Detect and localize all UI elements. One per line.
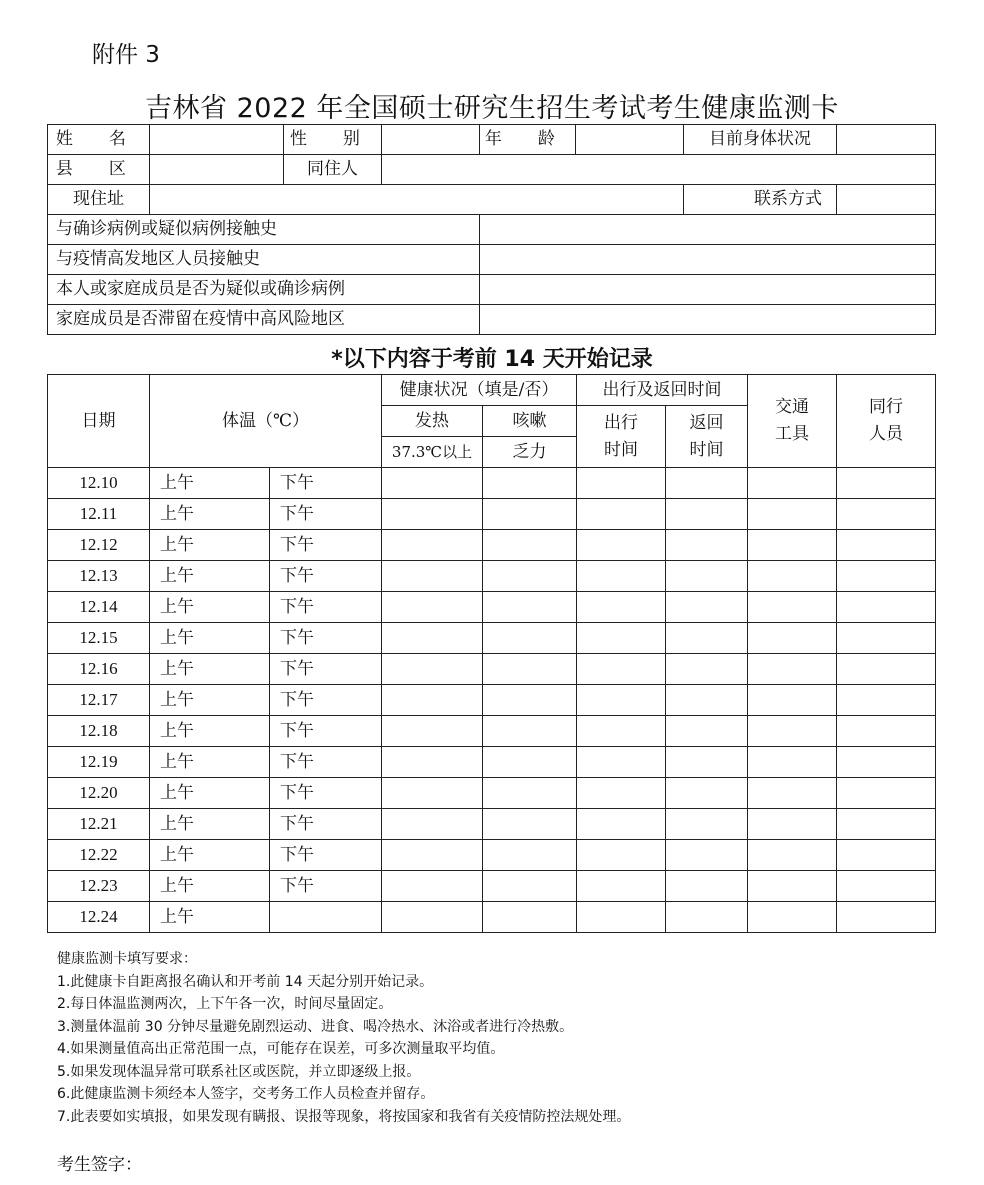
cough-cell[interactable] [483, 592, 577, 623]
transport-cell[interactable] [748, 716, 837, 747]
depart-time-cell[interactable] [577, 623, 666, 654]
header-companion-line2: 人员 [869, 424, 904, 444]
date-cell: 12.19 [48, 747, 150, 778]
fever-cell[interactable] [382, 685, 483, 716]
return-time-cell[interactable] [666, 499, 748, 530]
pm-temp-cell[interactable]: 下午 [270, 685, 382, 716]
notes-section [57, 948, 937, 1128]
transport-cell[interactable] [748, 654, 837, 685]
health-status-label: 目前身体状况 [684, 125, 837, 155]
transport-cell[interactable] [748, 902, 837, 933]
companion-cell[interactable] [837, 902, 936, 933]
header-companion [837, 375, 936, 468]
table-row [48, 561, 936, 592]
depart-time-cell[interactable] [577, 468, 666, 499]
header-depart-time [577, 406, 666, 468]
depart-time-cell[interactable] [577, 685, 666, 716]
header-return-line1: 返回 [689, 412, 724, 433]
date-cell: 12.11 [48, 499, 150, 530]
fever-cell[interactable] [382, 902, 483, 933]
pm-temp-cell[interactable]: 下午 [270, 747, 382, 778]
header-fever: 发热 [382, 406, 483, 437]
depart-time-cell[interactable] [577, 654, 666, 685]
header-depart-line2: 时间 [604, 439, 639, 460]
table-row [48, 778, 936, 809]
date-cell: 12.10 [48, 468, 150, 499]
note-item: 2.每日体温监测两次，上下午各一次，时间尽量固定。 [57, 996, 393, 1012]
return-time-cell[interactable] [666, 654, 748, 685]
pm-temp-cell[interactable]: 下午 [270, 840, 382, 871]
companion-cell[interactable] [837, 561, 936, 592]
gender-field[interactable] [382, 125, 480, 155]
table-row [48, 871, 936, 902]
date-cell: 12.16 [48, 654, 150, 685]
cohabitant-field[interactable] [382, 155, 936, 185]
cough-cell[interactable] [483, 468, 577, 499]
header-date: 日期 [48, 375, 150, 468]
note-item: 7.此表要如实填报，如果发现有瞒报、误报等现象，将按国家和我省有关疫情防控法规处理。 [57, 1108, 631, 1125]
fever-cell[interactable] [382, 592, 483, 623]
am-temp-cell[interactable]: 上午 [150, 561, 270, 592]
pm-temp-cell[interactable]: 下午 [270, 809, 382, 840]
fever-cell[interactable] [382, 499, 483, 530]
return-time-cell[interactable] [666, 809, 748, 840]
table-row [48, 530, 936, 561]
note-item: 1.此健康卡自距离报名确认和开考前 14 天起分别开始记录。 [57, 973, 434, 990]
date-cell: 12.12 [48, 530, 150, 561]
note-item: 5.如果发现体温异常可联系社区或医院，并立即逐级上报。 [57, 1063, 421, 1080]
question-contact-history: 与确诊病例或疑似病例接触史 [48, 215, 480, 245]
date-cell: 12.13 [48, 561, 150, 592]
pm-temp-cell[interactable]: 下午 [270, 871, 382, 902]
date-cell: 12.18 [48, 716, 150, 747]
fever-cell[interactable] [382, 561, 483, 592]
cough-cell[interactable] [483, 902, 577, 933]
companion-cell[interactable] [837, 809, 936, 840]
cough-cell[interactable] [483, 623, 577, 654]
attachment-label: 附件 3 [92, 42, 160, 68]
fever-cell[interactable] [382, 778, 483, 809]
transport-cell[interactable] [748, 840, 837, 871]
date-cell: 12.14 [48, 592, 150, 623]
cough-cell[interactable] [483, 840, 577, 871]
answer-family-stranded[interactable] [480, 305, 936, 335]
fever-cell[interactable] [382, 623, 483, 654]
question-family-stranded: 家庭成员是否滞留在疫情中高风险地区 [48, 305, 480, 335]
am-temp-cell[interactable]: 上午 [150, 809, 270, 840]
header-travel: 出行及返回时间 [577, 375, 748, 406]
header-depart-line1: 出行 [604, 412, 639, 433]
am-temp-cell[interactable]: 上午 [150, 747, 270, 778]
signature-label: 考生签字： [57, 1155, 142, 1175]
cohabitant-label: 同住人 [284, 155, 382, 185]
pm-temp-cell[interactable] [270, 902, 382, 933]
pm-temp-cell[interactable]: 下午 [270, 530, 382, 561]
depart-time-cell[interactable] [577, 592, 666, 623]
return-time-cell[interactable] [666, 840, 748, 871]
table-row [48, 685, 936, 716]
am-temp-cell[interactable]: 上午 [150, 654, 270, 685]
health-status-field[interactable] [837, 125, 936, 155]
companion-cell[interactable] [837, 623, 936, 654]
table-row [48, 592, 936, 623]
date-cell: 12.21 [48, 809, 150, 840]
return-time-cell[interactable] [666, 716, 748, 747]
pm-temp-cell[interactable]: 下午 [270, 592, 382, 623]
depart-time-cell[interactable] [577, 778, 666, 809]
companion-cell[interactable] [837, 747, 936, 778]
companion-cell[interactable] [837, 778, 936, 809]
header-health: 健康状况（填是/否） [382, 375, 577, 406]
transport-cell[interactable] [748, 623, 837, 654]
date-cell: 12.22 [48, 840, 150, 871]
transport-cell[interactable] [748, 809, 837, 840]
am-temp-cell[interactable]: 上午 [150, 468, 270, 499]
fever-cell[interactable] [382, 871, 483, 902]
transport-cell[interactable] [748, 778, 837, 809]
cough-cell[interactable] [483, 499, 577, 530]
table-row [48, 747, 936, 778]
answer-suspected-case[interactable] [480, 275, 936, 305]
fever-cell[interactable] [382, 747, 483, 778]
return-time-cell[interactable] [666, 561, 748, 592]
cough-cell[interactable] [483, 778, 577, 809]
question-suspected-case: 本人或家庭成员是否为疑似或确诊病例 [48, 275, 480, 305]
depart-time-cell[interactable] [577, 561, 666, 592]
contact-field[interactable] [837, 185, 936, 215]
return-time-cell[interactable] [666, 871, 748, 902]
gender-label: 性 别 [284, 125, 382, 155]
table-row [48, 499, 936, 530]
date-cell: 12.24 [48, 902, 150, 933]
companion-cell[interactable] [837, 685, 936, 716]
date-cell: 12.15 [48, 623, 150, 654]
transport-cell[interactable] [748, 592, 837, 623]
fever-cell[interactable] [382, 840, 483, 871]
header-fever-threshold: 37.3℃以上 [382, 437, 483, 468]
header-return-line2: 时间 [689, 439, 724, 460]
question-high-risk-contact: 与疫情高发地区人员接触史 [48, 245, 480, 275]
depart-time-cell[interactable] [577, 809, 666, 840]
name-field[interactable] [150, 125, 284, 155]
return-time-cell[interactable] [666, 592, 748, 623]
pm-temp-cell[interactable]: 下午 [270, 778, 382, 809]
header-transport-line1: 交通 [775, 397, 810, 418]
pm-temp-cell[interactable]: 下午 [270, 716, 382, 747]
transport-cell[interactable] [748, 871, 837, 902]
table-row [48, 468, 936, 499]
return-time-cell[interactable] [666, 778, 748, 809]
depart-time-cell[interactable] [577, 840, 666, 871]
header-cough: 咳嗽 [483, 406, 577, 437]
fever-cell[interactable] [382, 654, 483, 685]
table-row [48, 654, 936, 685]
note-item: 4.如果测量值高出正常范围一点，可能存在误差，可多次测量取平均值。 [57, 1041, 505, 1057]
depart-time-cell[interactable] [577, 530, 666, 561]
table-row [48, 623, 936, 654]
transport-cell[interactable] [748, 685, 837, 716]
depart-time-cell[interactable] [577, 902, 666, 933]
header-companion-line1: 同行 [869, 397, 904, 418]
transport-cell[interactable] [748, 561, 837, 592]
pm-temp-cell[interactable]: 下午 [270, 623, 382, 654]
am-temp-cell[interactable]: 上午 [150, 716, 270, 747]
age-label: 年 龄 [480, 125, 576, 155]
return-time-cell[interactable] [666, 747, 748, 778]
am-temp-cell[interactable]: 上午 [150, 840, 270, 871]
age-field[interactable] [576, 125, 684, 155]
am-temp-cell[interactable]: 上午 [150, 499, 270, 530]
cough-cell[interactable] [483, 809, 577, 840]
answer-high-risk-contact[interactable] [480, 245, 936, 275]
page-title: 吉林省 2022 年全国硕士研究生招生考试考生健康监测卡 [145, 93, 839, 124]
fever-cell[interactable] [382, 530, 483, 561]
transport-cell[interactable] [748, 530, 837, 561]
cough-cell[interactable] [483, 685, 577, 716]
am-temp-cell[interactable]: 上午 [150, 778, 270, 809]
am-temp-cell[interactable]: 上午 [150, 592, 270, 623]
answer-contact-history[interactable] [480, 215, 936, 245]
note-item: 3.测量体温前 30 分钟尽量避免剧烈运动、进食、喝冷热水、沐浴或者进行冷热敷。 [57, 1018, 574, 1035]
date-cell: 12.20 [48, 778, 150, 809]
pm-temp-cell[interactable]: 下午 [270, 468, 382, 499]
header-fatigue: 乏力 [483, 437, 577, 468]
table-row [48, 809, 936, 840]
header-transport [748, 375, 837, 468]
cough-cell[interactable] [483, 654, 577, 685]
pm-temp-cell[interactable]: 下午 [270, 654, 382, 685]
daily-log-table [47, 374, 936, 933]
fever-cell[interactable] [382, 809, 483, 840]
companion-cell[interactable] [837, 468, 936, 499]
depart-time-cell[interactable] [577, 871, 666, 902]
address-label: 现住址 [48, 185, 150, 215]
contact-label: 联系方式 [684, 185, 837, 215]
transport-cell[interactable] [748, 468, 837, 499]
companion-cell[interactable] [837, 530, 936, 561]
note-item: 6.此健康监测卡须经本人签字，交考务工作人员检查并留存。 [57, 1086, 435, 1102]
depart-time-cell[interactable] [577, 499, 666, 530]
cough-cell[interactable] [483, 747, 577, 778]
header-return-time [666, 406, 748, 468]
pm-temp-cell[interactable]: 下午 [270, 499, 382, 530]
transport-cell[interactable] [748, 499, 837, 530]
notes-heading: 健康监测卡填写要求： [57, 951, 197, 967]
depart-time-cell[interactable] [577, 716, 666, 747]
cough-cell[interactable] [483, 530, 577, 561]
fever-cell[interactable] [382, 468, 483, 499]
pm-temp-cell[interactable]: 下午 [270, 561, 382, 592]
header-temperature: 体温（℃） [150, 375, 382, 468]
am-temp-cell[interactable]: 上午 [150, 871, 270, 902]
date-cell: 12.17 [48, 685, 150, 716]
cough-cell[interactable] [483, 561, 577, 592]
companion-cell[interactable] [837, 716, 936, 747]
cough-cell[interactable] [483, 871, 577, 902]
name-label: 姓 名 [48, 125, 150, 155]
companion-cell[interactable] [837, 499, 936, 530]
header-transport-line2: 工具 [775, 424, 810, 444]
am-temp-cell[interactable]: 上午 [150, 902, 270, 933]
am-temp-cell[interactable]: 上午 [150, 623, 270, 654]
companion-cell[interactable] [837, 871, 936, 902]
am-temp-cell[interactable]: 上午 [150, 685, 270, 716]
companion-cell[interactable] [837, 840, 936, 871]
county-field[interactable] [150, 155, 284, 185]
companion-cell[interactable] [837, 654, 936, 685]
address-field[interactable] [150, 185, 684, 215]
transport-cell[interactable] [748, 747, 837, 778]
companion-cell[interactable] [837, 592, 936, 623]
cough-cell[interactable] [483, 716, 577, 747]
depart-time-cell[interactable] [577, 747, 666, 778]
am-temp-cell[interactable]: 上午 [150, 530, 270, 561]
return-time-cell[interactable] [666, 530, 748, 561]
return-time-cell[interactable] [666, 623, 748, 654]
county-label: 县 区 [48, 155, 150, 185]
return-time-cell[interactable] [666, 685, 748, 716]
table-row [48, 840, 936, 871]
date-cell: 12.23 [48, 871, 150, 902]
fever-cell[interactable] [382, 716, 483, 747]
personal-info-table [47, 124, 936, 335]
return-time-cell[interactable] [666, 468, 748, 499]
section-subtitle: *以下内容于考前 14 天开始记录 [331, 347, 653, 372]
table-row [48, 716, 936, 747]
return-time-cell[interactable] [666, 902, 748, 933]
table-row [48, 902, 936, 933]
